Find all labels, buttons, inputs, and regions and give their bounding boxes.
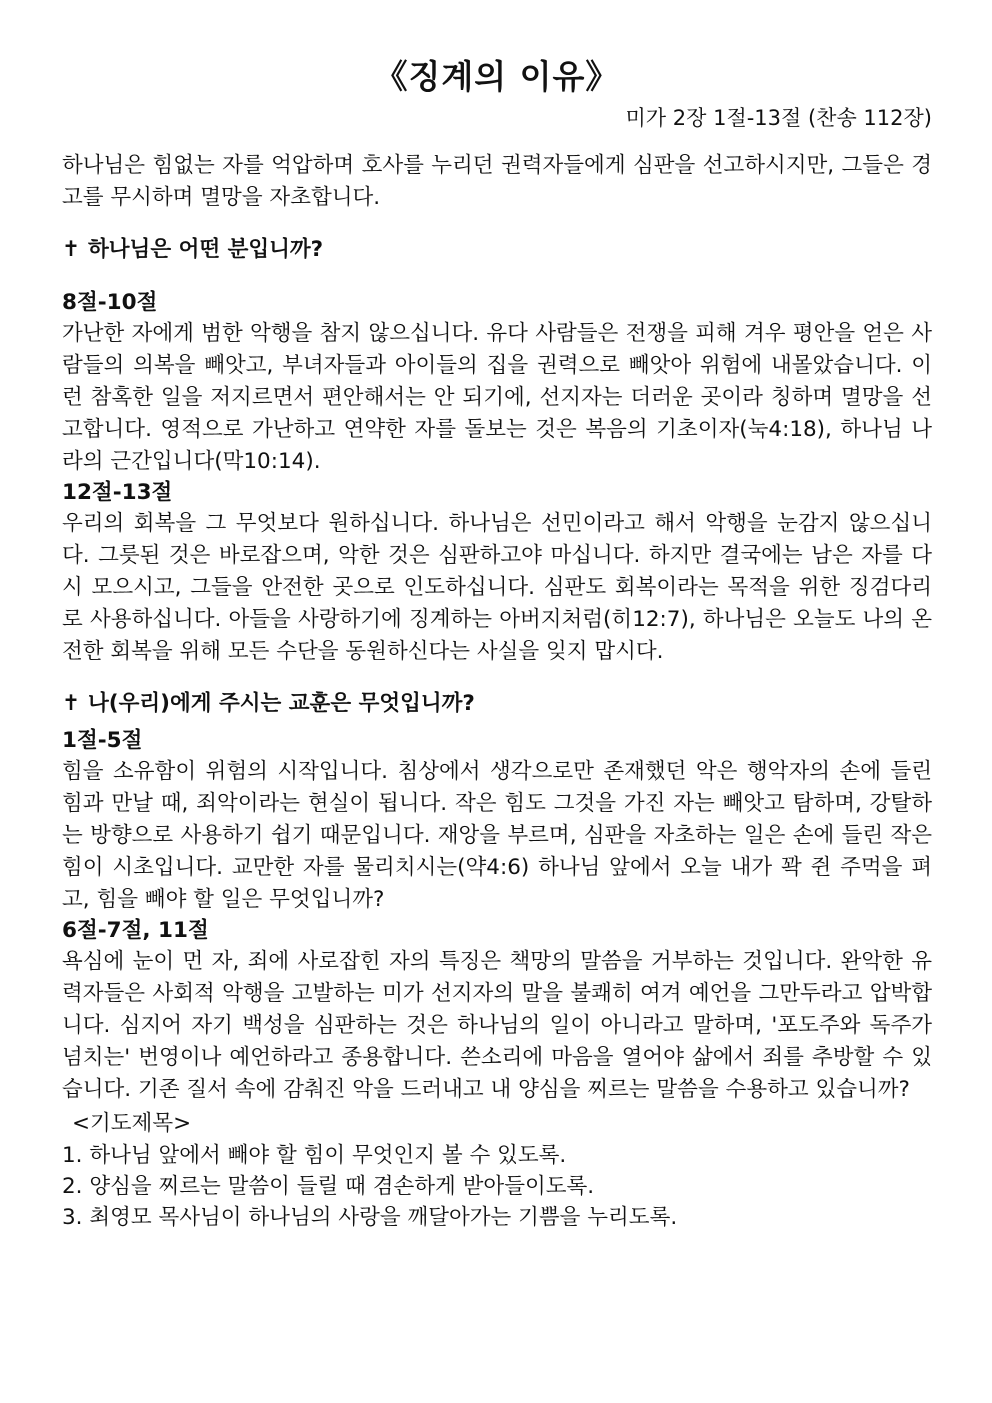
- devotional-page: [62, 54, 932, 1233]
- question-heading-1: [62, 234, 932, 266]
- intro-paragraph: 하나님은 힘없는 자를 억압하며 호사를 누리던 권력자들에게 심판을 선고하시지만, 그들은 경고를 무시하며 멸망을 자초합니다.: [62, 153, 932, 210]
- cross-icon: ✝: [62, 237, 81, 262]
- prayer-item: 3. 최영모 목사님이 하나님의 사랑을 깨달아가는 기쁨을 누리도록.: [62, 1205, 678, 1230]
- scripture-reference: 미가 2장 1절-13절 (찬송 112장): [625, 106, 932, 130]
- cross-icon: ✝: [62, 691, 81, 716]
- section-verses-12-13: [62, 478, 932, 668]
- verse-label: 6절-7절, 11절: [62, 918, 209, 943]
- question-text-2: 나(우리)에게 주시는 교훈은 무엇입니까?: [88, 691, 475, 716]
- prayer-item: 2. 양심을 찌르는 말씀이 들릴 때 겸손하게 받아들이도록.: [62, 1174, 595, 1199]
- section-verses-6-7-11: [62, 916, 932, 1106]
- verse-label: 1절-5절: [62, 728, 143, 753]
- section-verses-1-5: [62, 726, 932, 916]
- page-title: 《징계의 이유》: [374, 57, 620, 96]
- verse-label: 8절-10절: [62, 290, 158, 315]
- section-paragraph: 가난한 자에게 범한 악행을 참지 않으십니다. 유다 사람들은 전쟁을 피해 겨우 평안을 얻은 사람들의 의복을 빼앗고, 부녀자들과 아이들의 집을 권력으로 빼앗아 위험에 내몰았습니다. 이런 참혹한 일을 저지르면서 편안해서는 안 되기에, 선지자는 더러운 곳이라 칭하며 멸망을 선고합니다. 영적으로 가난하고 연약한 자를 돌보는 것은 복음의 기초이자(눅4:18), 하나님 나라의 근간입니다(막10:14).: [62, 321, 932, 474]
- section-paragraph: 욕심에 눈이 먼 자, 죄에 사로잡힌 자의 특징은 책망의 말씀을 거부하는 것입니다. 완악한 유력자들은 사회적 악행을 고발하는 미가 선지자의 말을 불쾌히 여겨 예언을 그만두라고 압박합니다. 심지어 자기 백성을 심판하는 것은 하나님의 일이 아니라고 말하며, '포도주와 독주가 넘치는' 번영이나 예언하라고 종용합니다. 쓴소리에 마음을 열어야 삶에서 죄를 추방할 수 있습니다. 기존 질서 속에 감춰진 악을 드러내고 내 양심을 찌르는 말씀을 수용하고 있습니까?: [62, 949, 932, 1102]
- section-paragraph: 힘을 소유함이 위험의 시작입니다. 침상에서 생각으로만 존재했던 악은 행악자의 손에 들린 힘과 만날 때, 죄악이라는 현실이 됩니다. 작은 힘도 그것을 가진 자는 빼앗고 탐하며, 강탈하는 방향으로 사용하기 쉽기 때문입니다. 재앙을 부르며, 심판을 자초하는 일은 손에 들린 작은 힘이 시초입니다. 교만한 자를 물리치시는(약4:6) 하나님 앞에서 오늘 내가 꽉 쥔 주먹을 펴고, 힘을 빼야 할 일은 무엇입니까?: [62, 759, 932, 912]
- question-heading-2: [62, 688, 932, 720]
- prayer-list: [62, 1140, 932, 1233]
- section-paragraph: 우리의 회복을 그 무엇보다 원하십니다. 하나님은 선민이라고 해서 악행을 눈감지 않으십니다. 그릇된 것은 바로잡으며, 악한 것은 심판하고야 마십니다. 하지만 결국에는 남은 자를 다시 모으시고, 그들을 안전한 곳으로 인도하십니다. 심판도 회복이라는 목적을 위한 징검다리로 사용하십니다. 아들을 사랑하기에 징계하는 아버지처럼(히12:7), 하나님은 오늘도 나의 온전한 회복을 위해 모든 수단을 동원하신다는 사실을 잊지 맙시다.: [62, 511, 932, 664]
- question-text-1: 하나님은 어떤 분입니까?: [88, 237, 324, 262]
- verse-label: 12절-13절: [62, 480, 173, 505]
- prayer-heading: <기도제목>: [72, 1111, 192, 1136]
- section-verses-8-10: [62, 288, 932, 478]
- prayer-item: 1. 하나님 앞에서 빼야 할 힘이 무엇인지 볼 수 있도록.: [62, 1143, 567, 1168]
